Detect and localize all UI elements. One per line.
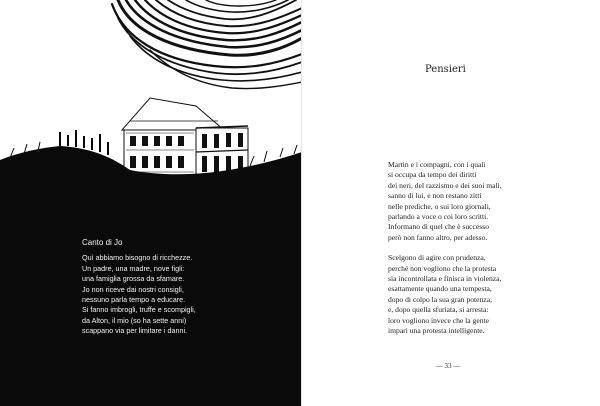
poem-line: sia incontrollata e finisca in violenza, — [388, 274, 502, 284]
left-poem — [82, 238, 282, 337]
house — [122, 98, 248, 178]
poem-line: esattamente quando una tempesta, — [388, 284, 492, 294]
poem-line: una famiglia grossa da sfamare. — [82, 274, 185, 284]
poem-line: Martin e i compagni, con i quali — [388, 160, 486, 169]
poem-line: Si fanno imbrogli, truffe e scompigli, — [82, 305, 196, 315]
poem-line: Un padre, una madre, nove figli: — [82, 263, 185, 273]
poem-line: parlando a voce o coi loro scritti. — [388, 212, 489, 222]
poem-line: dopo di colpo la sua gran potenza, — [388, 294, 492, 304]
poem-line: Informano di quel che è successo — [388, 222, 490, 232]
poem-line: nelle prediche, o sui loro giornali, — [388, 201, 491, 211]
poem-line: perché non vogliono che la protesta — [388, 263, 497, 273]
poem-line: però non fanno altro, per adesso. — [388, 232, 488, 242]
poem-line: e, dopo quella sfuriata, si arresta: — [388, 305, 489, 315]
poem-line: Jo non riceve dai nostri consigli, — [82, 284, 184, 294]
poem-line: impari una protesta intelligente. — [388, 326, 485, 336]
right-page-title: Pensieri — [425, 64, 466, 75]
left-poem-title: Canto di Jo — [82, 238, 123, 247]
poem-line: sanno di lui, e non restano zitti — [388, 191, 482, 201]
poem-line: scappano via per limitare i danni. — [82, 326, 188, 336]
page-number: — 33 — — [435, 362, 461, 370]
poem-line: si occupa da tempo dei diritti — [388, 170, 477, 180]
stanza-gap — [388, 243, 558, 253]
poem-line: dei neri, del razzismo e dei suoi mali, — [388, 180, 502, 190]
right-poem — [388, 160, 558, 337]
poem-line: Scelgono di agire con prudenza, — [388, 253, 486, 263]
poem-line: da Alton, il mio (so ha sette anni) — [82, 315, 187, 325]
poem-line: loro vogliono invece che la gente — [388, 315, 490, 325]
poem-line: Quì abbiamo bisogno di ricchezze. — [82, 253, 193, 263]
poem-line: nessuno parla tempo a educare. — [82, 295, 186, 305]
storm-cloud-strokes — [112, 0, 302, 89]
